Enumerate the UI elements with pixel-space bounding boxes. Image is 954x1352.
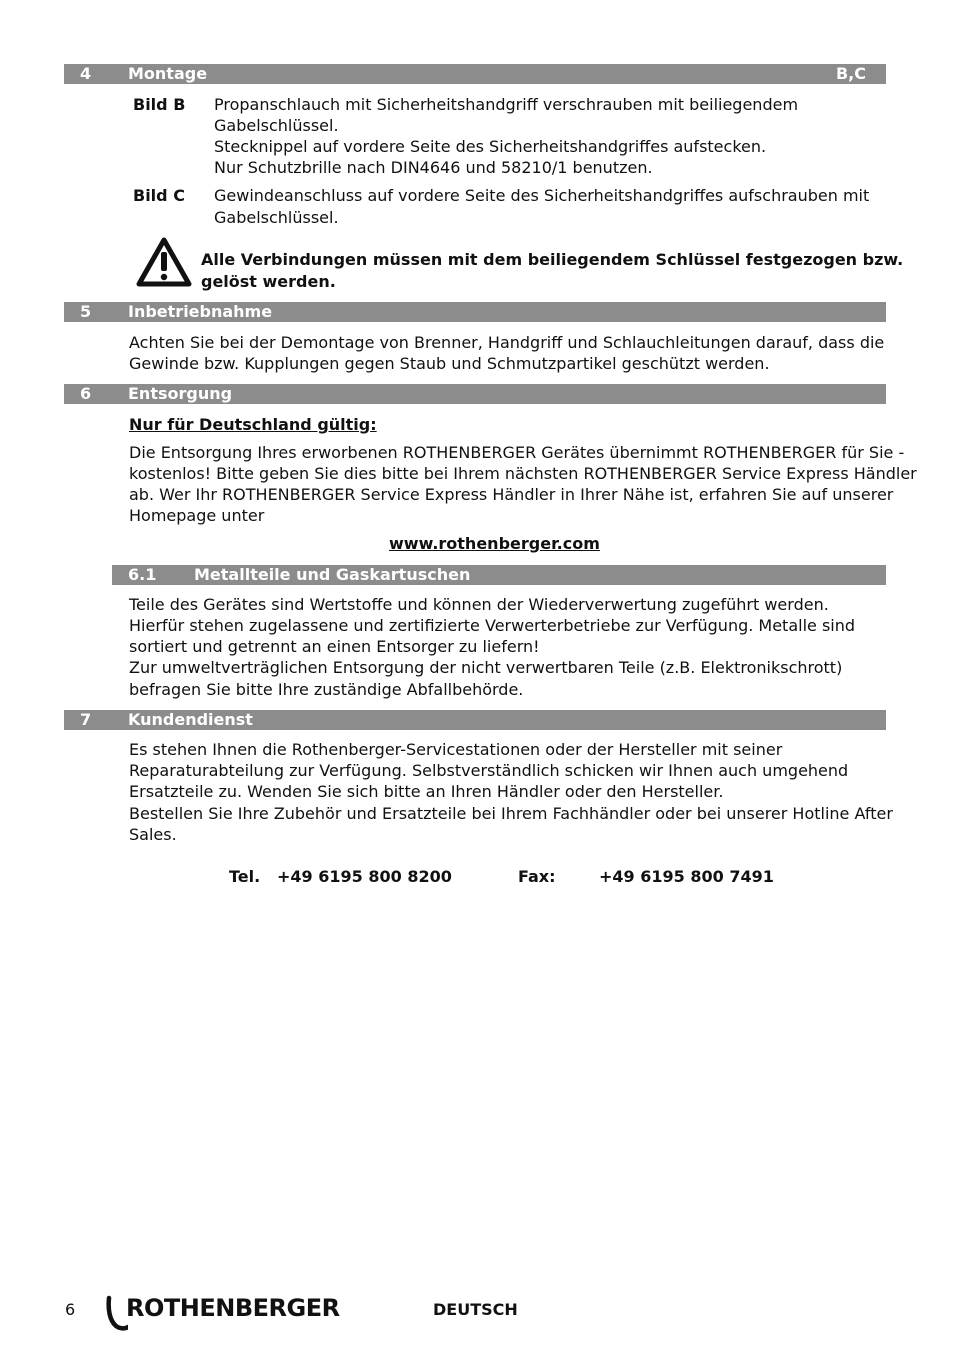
- bild-b-label: Bild B: [133, 95, 186, 114]
- metallteile-line-1: Teile des Gerätes sind Wertstoffe und können der Wiederverwertung zugeführt werden.: [129, 595, 829, 614]
- section-title: Metallteile und Gaskartuschen: [194, 565, 471, 584]
- bild-b-line-3: Stecknippel auf vordere Seite des Sicherheitshandgriffes aufstecken.: [214, 137, 767, 156]
- metallteile-line-3: sortiert und getrennt an einen Entsorger zu liefern!: [129, 637, 540, 656]
- kundendienst-line-1: Es stehen Ihnen die Rothenberger-Servicestationen oder der Hersteller mit seiner: [129, 740, 783, 759]
- entsorgung-line-1: Die Entsorgung Ihres erworbenen ROTHENBERGER Gerätes übernimmt ROTHENBERGER für Sie -: [129, 443, 905, 462]
- kundendienst-line-4: Bestellen Sie Ihre Zubehör und Ersatzteile bei Ihrem Fachhändler oder bei unserer Hotline After: [129, 804, 893, 823]
- bild-c-label: Bild C: [133, 186, 185, 205]
- section-6-1-header: [112, 565, 886, 585]
- section-number: 6: [80, 384, 92, 403]
- section-title: Inbetriebnahme: [128, 302, 273, 321]
- entsorgung-line-4: Homepage unter: [129, 506, 265, 525]
- section-number: 4: [80, 64, 92, 83]
- section-title: Montage: [128, 64, 208, 83]
- website-link[interactable]: www.rothenberger.com: [389, 534, 600, 553]
- bild-c-line-1: Gewindeanschluss auf vordere Seite des Sicherheitshandgriffes aufschrauben mit: [214, 186, 870, 205]
- germany-only-heading: Nur für Deutschland gültig:: [129, 415, 377, 434]
- metallteile-line-5: befragen Sie bitte Ihre zuständige Abfallbehörde.: [129, 680, 524, 699]
- section-6-header: [64, 384, 886, 404]
- warning-text-line-1: Alle Verbindungen müssen mit dem beiliegendem Schlüssel festgezogen bzw.: [201, 250, 904, 269]
- warning-triangle-icon: [136, 237, 192, 287]
- section-title: Kundendienst: [128, 710, 253, 729]
- section-5-header: [64, 302, 886, 322]
- tel-number: +49 6195 800 8200: [277, 867, 452, 886]
- page-number: 6: [65, 1300, 76, 1319]
- bild-b-line-4: Nur Schutzbrille nach DIN4646 und 58210/1 benutzen.: [214, 158, 653, 177]
- fax-label: Fax:: [518, 867, 556, 886]
- kundendienst-line-2: Reparaturabteilung zur Verfügung. Selbstverständlich schicken wir Ihnen auch umgehend: [129, 761, 849, 780]
- entsorgung-line-2: kostenlos! Bitte geben Sie dies bitte bei Ihrem nächsten ROTHENBERGER Service Express Händler: [129, 464, 917, 483]
- language-label: DEUTSCH: [433, 1300, 518, 1319]
- bild-b-line-2: Gabelschlüssel.: [214, 116, 339, 135]
- metallteile-line-2: Hierfür stehen zugelassene und zertifizierte Verwerterbetriebe zur Verfügung. Metalle sind: [129, 616, 856, 635]
- inbetriebnahme-line-1: Achten Sie bei der Demontage von Brenner, Handgriff und Schlauchleitungen darauf, dass die: [129, 333, 885, 352]
- rothenberger-logo: [104, 1294, 128, 1332]
- section-7-header: [64, 710, 886, 730]
- section-number: 7: [80, 710, 92, 729]
- section-title: Entsorgung: [128, 384, 233, 403]
- bild-c-line-2: Gabelschlüssel.: [214, 208, 339, 227]
- tel-label: Tel.: [229, 867, 261, 886]
- kundendienst-line-5: Sales.: [129, 825, 177, 844]
- section-number: 5: [80, 302, 92, 321]
- warning-text-line-2: gelöst werden.: [201, 272, 336, 291]
- brand-logo-text: ROTHENBERGER: [126, 1294, 340, 1322]
- kundendienst-line-3: Ersatzteile zu. Wenden Sie sich bitte an Ihren Händler oder den Hersteller.: [129, 782, 724, 801]
- inbetriebnahme-line-2: Gewinde bzw. Kupplungen gegen Staub und Schmutzpartikel geschützt werden.: [129, 354, 770, 373]
- bild-b-line-1: Propanschlauch mit Sicherheitshandgriff verschrauben mit beiliegendem: [214, 95, 799, 114]
- section-4-header: [64, 64, 886, 84]
- metallteile-line-4: Zur umweltverträglichen Entsorgung der nicht verwertbaren Teile (z.B. Elektronikschrott): [129, 658, 843, 677]
- figure-reference: B,C: [835, 64, 866, 83]
- section-number: 6.1: [128, 565, 157, 584]
- fax-number: +49 6195 800 7491: [599, 867, 774, 886]
- entsorgung-line-3: ab. Wer Ihr ROTHENBERGER Service Express Händler in Ihrer Nähe ist, erfahren Sie auf unserer: [129, 485, 894, 504]
